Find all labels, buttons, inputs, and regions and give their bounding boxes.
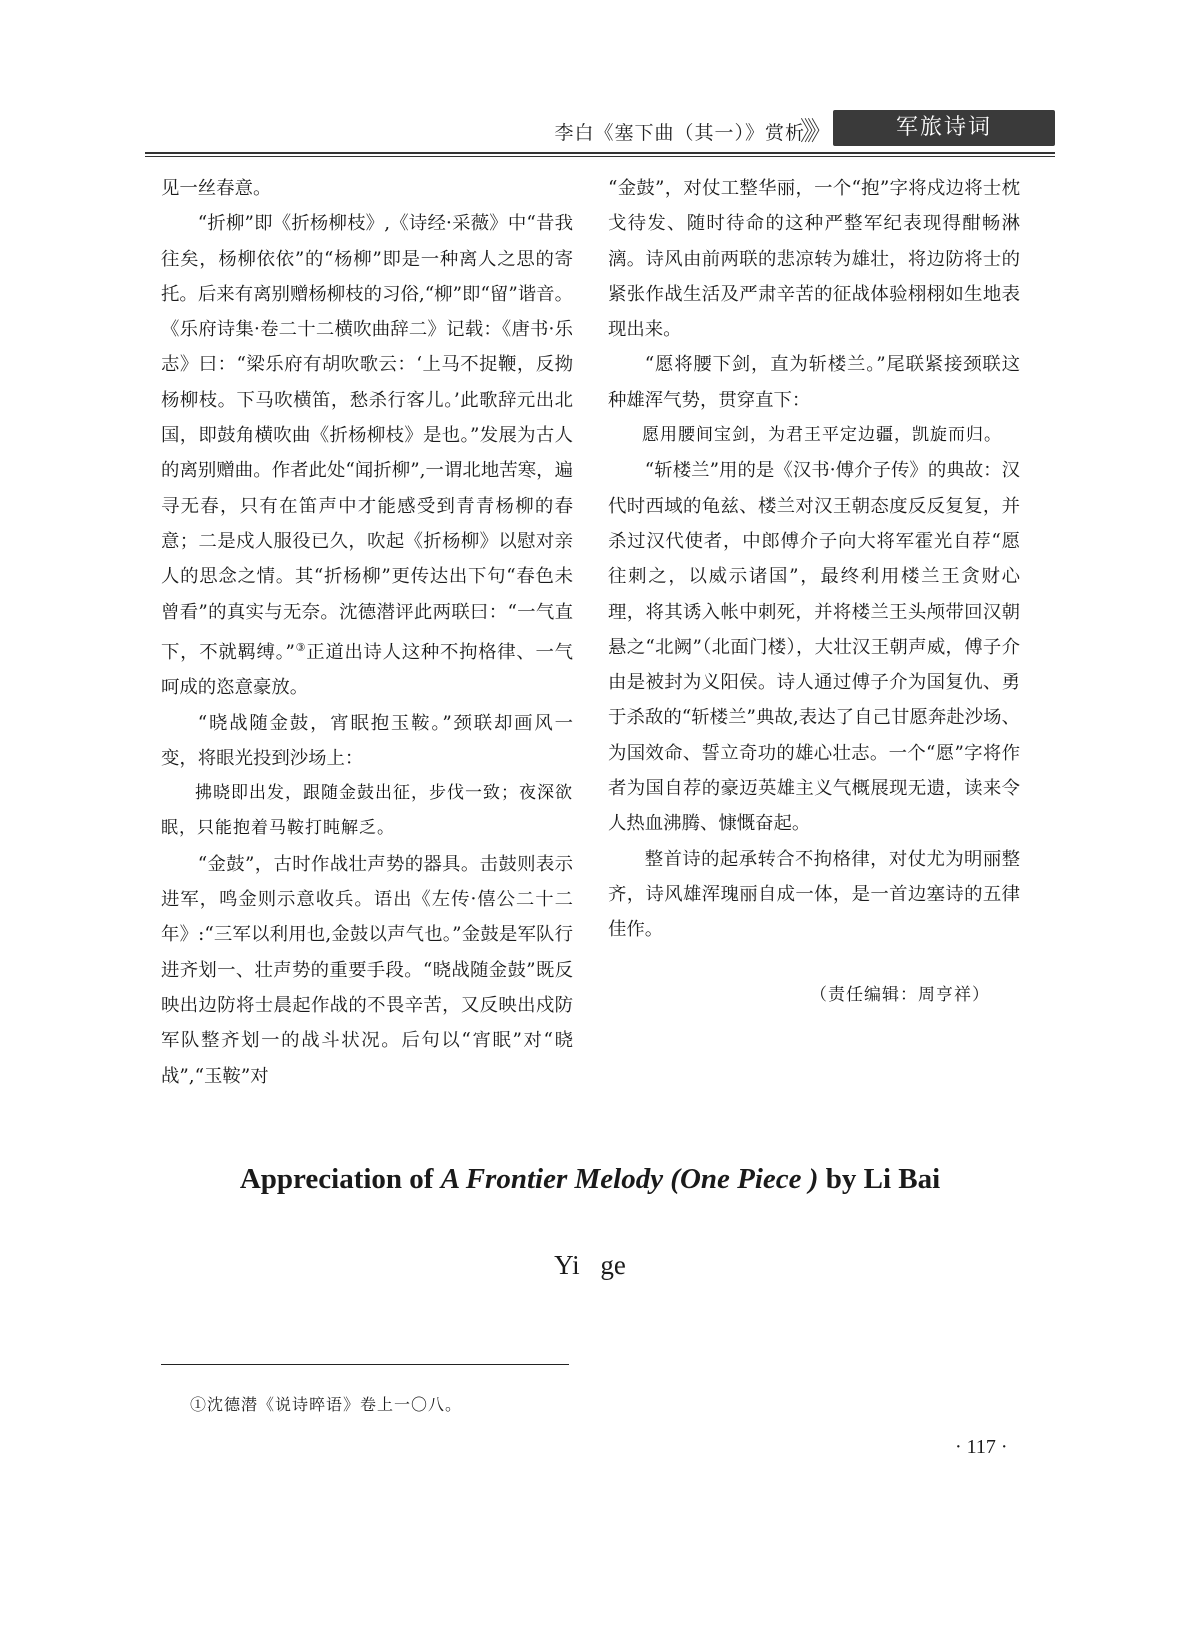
english-title <box>0 1163 1180 1196</box>
page-number: · 117 · <box>955 1436 1008 1458</box>
left-column <box>161 171 573 1094</box>
translation-quote: 拂晓即出发，跟随金鼓出征，步伐一致；夜深欲眠，只能抱着马鞍打盹解乏。 <box>161 783 573 839</box>
running-header <box>145 106 1055 152</box>
paragraph: “金鼓”，古时作战壮声势的器具。击鼓则表示进军，鸣金则示意收兵。语出《左传·僖公二十二年》:“三军以利用也,金鼓以声气也。”金鼓是军队行进齐划一、壮声势的重要手段。“晓战随金鼓”既反映出边防将士晨起作战的不畏辛苦，又反映出戍防军队整齐划一的战斗状况。后句以“宵眠”对“晓战”,“玉鞍”对 <box>161 853 573 1087</box>
english-author: Yi ge <box>554 1250 626 1280</box>
responsible-editor: （责任编辑：周亨祥） <box>810 984 990 1005</box>
header-article-title: 李白《塞下曲（其一）》赏析 <box>554 122 805 144</box>
header-rule <box>145 152 1055 154</box>
header-rule-thin <box>145 156 1055 157</box>
footnote: ①沈德潜《说诗晬语》卷上一〇八。 <box>190 1395 463 1414</box>
english-title-suffix: by Li Bai <box>818 1163 941 1195</box>
footnote-rule <box>161 1364 569 1365</box>
english-title-work: A Frontier Melody (One Piece ) <box>440 1163 819 1195</box>
section-tag: 军旅诗词 <box>833 110 1055 146</box>
translation-quote: 愿用腰间宝剑，为君王平定边疆，凯旋而归。 <box>642 425 1002 446</box>
paragraph-text: “折柳”即《折杨柳枝》,《诗经·采薇》中“昔我往矣，杨柳依依”的“杨柳”即是一种离人之思的寄托。后来有离别赠杨柳枝的习俗,“柳”即“留”谐音。《乐府诗集·卷二十二横吹曲辞二》记载：《唐书·乐志》曰：“梁乐府有胡吹歌云：‘上马不捉鞭，反拗杨柳枝。下马吹横笛，愁杀行客儿。’此歌辞元出北国，即鼓角横吹曲《折杨柳枝》是也。”发展为古人的离别赠曲。作者此处“闻折柳”,一谓北地苦寒，遍寻无春，只有在笛声中才能感受到青青杨柳的春意；二是戍人服役已久，吹起《折杨柳》以慰对亲人的思念之情。其“折杨柳”更传达出下句“春色未曾看”的真实与无奈。沈德潜评此两联曰：“一气直下，不就羁缚。” <box>161 213 573 663</box>
header-chevron-icon: 》》 <box>799 117 827 147</box>
right-column <box>608 171 1020 1013</box>
paragraph: “晓战随金鼓，宵眠抱玉鞍。”颈联却画风一变，将眼光投到沙场上： <box>161 712 573 769</box>
paragraph <box>161 206 573 705</box>
paragraph-text: 正道出诗人这种不拘格律、一气呵成的恣意豪放。 <box>161 641 573 699</box>
paragraph: 整首诗的起承转合不拘格律，对仗尤为明丽整齐，诗风雄浑瑰丽自成一体，是一首边塞诗的五律佳作。 <box>608 848 1020 941</box>
english-title-prefix: Appreciation of <box>239 1163 441 1195</box>
paragraph: “斩楼兰”用的是《汉书·傅介子传》的典故：汉代时西域的龟兹、楼兰对汉王朝态度反反复复，并杀过汉代使者，中郎傅介子向大将军霍光自荐“愿往刺之，以威示诸国”，最终利用楼兰王贪财心理，将其诱入帐中刺死，并将楼兰王头颅带回汉朝悬之“北阙”（北面门楼），大壮汉王朝声威，傅子介由是被封为义阳侯。诗人通过傅子介为国复仇、勇于杀敌的“斩楼兰”典故,表达了自己甘愿奔赴沙场、为国效命、誓立奇功的雄心壮志。一个“愿”字将作者为国自荐的豪迈英雄主义气概展现无遗，读来令人热血沸腾、慷慨奋起。 <box>608 460 1020 835</box>
paragraph: 见一丝春意。 <box>161 178 272 199</box>
footnote-ref: ③ <box>294 640 307 654</box>
paragraph: “愿将腰下剑，直为斩楼兰。”尾联紧接颈联这种雄浑气势，贯穿直下： <box>608 354 1020 411</box>
paragraph: “金鼓”，对仗工整华丽，一个“抱”字将戍边将士枕戈待发、随时待命的这种严整军纪表现得酣畅淋漓。诗风由前两联的悲凉转为雄壮，将边防将士的紧张作战生活及严肃辛苦的征战体验栩栩如生地表现出来。 <box>608 178 1020 341</box>
